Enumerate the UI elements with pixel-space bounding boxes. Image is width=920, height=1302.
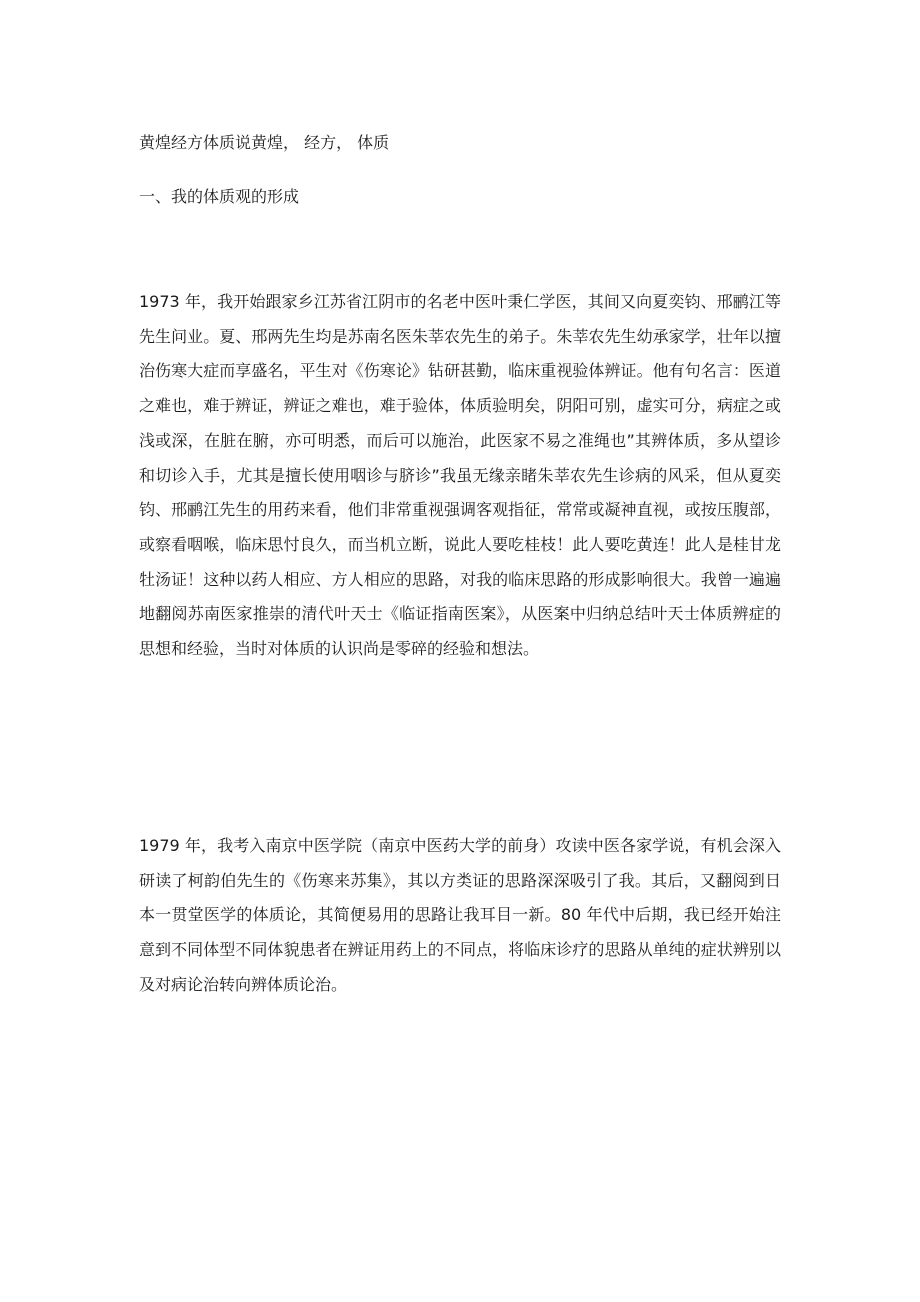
document-title-line: 黄煌经方体质说黄煌， 经方， 体质 — [139, 133, 390, 152]
section-heading: 一、我的体质观的形成 — [139, 187, 300, 206]
paragraph-1979: 1979 年，我考入南京中医学院（南京中医药大学的前身）攻读中医各家学说，有机会深入研读了柯韵伯先生的《伤寒来苏集》，其以方类证的思路深深吸引了我。其后，又翻阅到日本一贯堂医学的体质论，其简便易用的思路让我耳目一新。80 年代中后期，我已经开始注意到不同体型不同体貌患者在辨证用药上的不同点，将临床诊疗的思路从单纯的症状辨别以及对病论治转向辨体质论治。 — [139, 836, 781, 994]
paragraph-1973: 1973 年，我开始跟家乡江苏省江阴市的名老中医叶秉仁学医，其间又向夏奕钧、邢鹂江等先生问业。夏、邢两先生均是苏南名医朱莘农先生的弟子。朱莘农先生幼承家学，壮年以擅治伤寒大症而享盛名，平生对《伤寒论》钻研甚勤，临床重视验体辨证。他有句名言：医道之难也，难于辨证，辨证之难也，难于验体，体质验明矣，阴阳可别，虚实可分，病症之或浅或深，在脏在腑，亦可明悉，而后可以施治，此医家不易之准绳也”其辨体质，多从望诊和切诊入手，尤其是擅长使用咽诊与脐诊”我虽无缘亲睹朱莘农先生诊病的风采，但从夏奕钧、邢鹂江先生的用药来看，他们非常重视强调客观指征，常常或凝神直视，或按压腹部，或察看咽喉，临床思忖良久，而当机立断，说此人要吃桂枝！此人要吃黄连！此人是桂甘龙牡汤证！这种以药人相应、方人相应的思路，对我的临床思路的形成影响很大。我曾一遍遍地翻阅苏南医家推崇的清代叶天士《临证指南医案》，从医案中归纳总结叶天士体质辨症的思想和经验，当时对体质的认识尚是零碎的经验和想法。 — [139, 292, 781, 659]
